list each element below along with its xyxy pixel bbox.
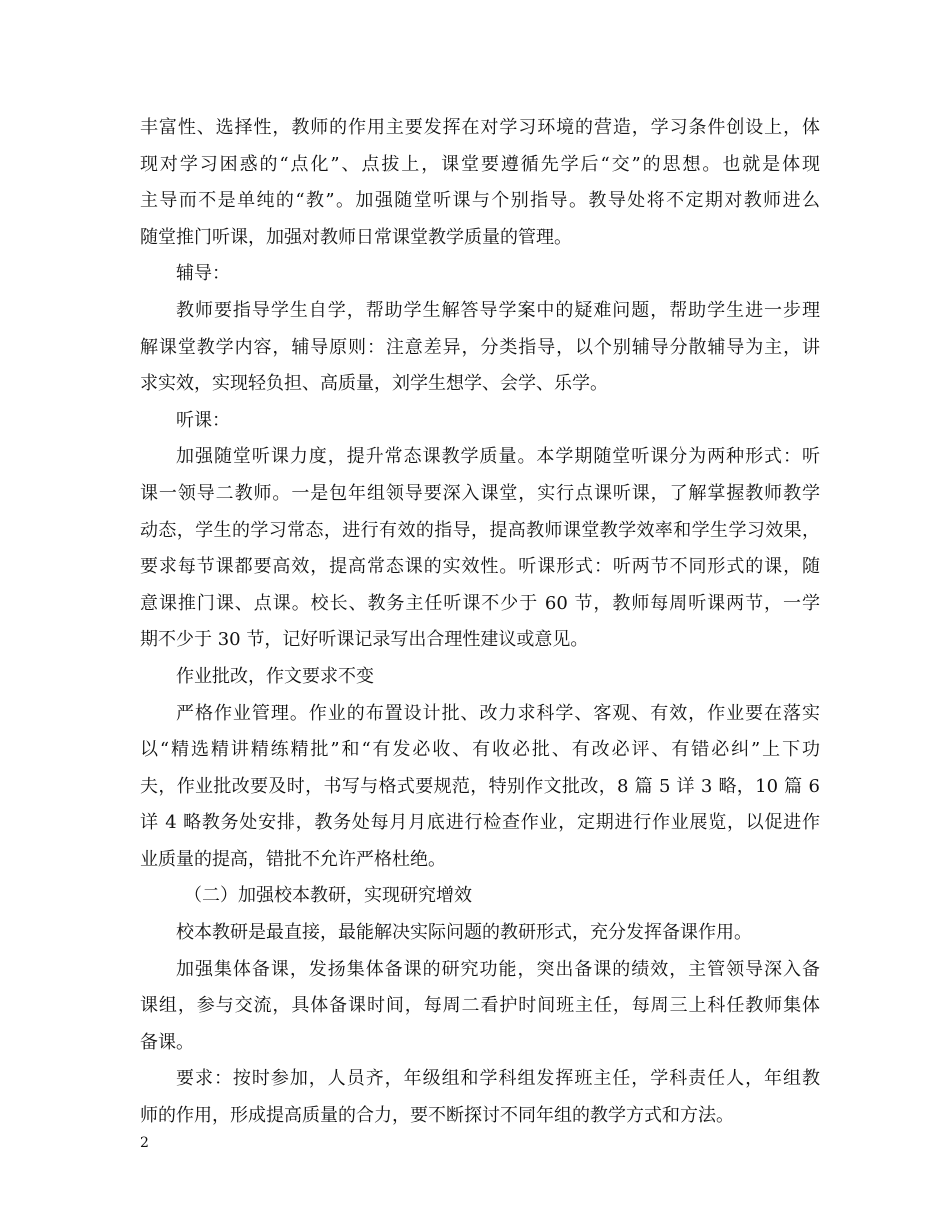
body-line: 要求：按时参加，人员齐，年级组和学科组发挥班主任，学科责任人，年组教: [176, 1068, 820, 1090]
body-line: 动态，学生的学习常态，进行有效的指导，提高教师课堂教学效率和学生学习效果，: [140, 519, 820, 541]
section-heading: （二）加强校本教研，实现研究增效: [184, 885, 472, 907]
section-heading: 作业批改，作文要求不变: [176, 665, 374, 687]
body-line: 课组，参与交流，具体备课时间，每周二看护时间班主任，每周三上科任教师集体: [140, 995, 820, 1017]
body-line: 备课。: [140, 1031, 194, 1053]
document-body: [140, 110, 820, 1135]
body-line: 加强集体备课，发扬集体备课的研究功能，突出备课的绩效，主管领导深入备: [176, 958, 820, 980]
body-line: 解课堂教学内容，辅导原则：注意差异，分类指导，以个别辅导分散辅导为主，讲: [140, 336, 820, 358]
section-heading: 辅导：: [176, 263, 230, 285]
body-line: 详 4 略教务处安排，教务处每月月底进行检查作业，定期进行作业展览，以促进作: [140, 812, 820, 834]
body-line: 随堂推门听课，加强对教师日常课堂教学质量的管理。: [140, 226, 572, 248]
body-line: 丰富性、选择性，教师的作用主要发挥在对学习环境的营造，学习条件创设上，体: [140, 117, 820, 138]
body-line: 加强随堂听课力度，提升常态课教学质量。本学期随堂听课分为两种形式：听: [176, 446, 820, 468]
body-line: 夫，作业批改要及时，书写与格式要规范，特别作文批改，8 篇 5 详 3 略，10 篇 6: [140, 775, 820, 797]
body-line: 业质量的提高，错批不允许严格杜绝。: [140, 848, 446, 870]
body-line: 严格作业管理。作业的布置设计批、改力求科学、客观、有效，作业要在落实: [176, 702, 820, 724]
body-line: 师的作用，形成提高质量的合力，要不断探讨不同年组的教学方式和方法。: [140, 1105, 734, 1127]
body-line: 现对学习困惑的“点化”、点拔上，课堂要遵循先学后“交”的思想。也就是体现: [140, 153, 820, 175]
body-line: 意课推门课、点课。校长、教务主任听课不少于 60 节，教师每周听课两节，一学: [140, 592, 820, 614]
section-heading: 听课：: [176, 409, 230, 431]
body-line: 要求每节课都要高效，提高常态课的实效性。听课形式：听两节不同形式的课，随: [140, 556, 820, 578]
body-line: 以“精选精讲精练精批”和“有发必收、有收必批、有改必评、有错必纠”上下功: [140, 739, 820, 761]
body-line: 校本教研是最直接，最能解决实际问题的教研形式，充分发挥备课作用。: [176, 922, 752, 944]
body-line: 课一领导二教师。一是包年组领导要深入课堂，实行点课听课，了解掌握教师教学: [140, 482, 820, 504]
page-number: 2: [140, 1135, 149, 1151]
body-line: 教师要指导学生自学，帮助学生解答导学案中的疑难问题，帮助学生进一步理: [176, 299, 820, 321]
body-line: 求实效，实现轻负担、高质量，刘学生想学、会学、乐学。: [140, 373, 608, 395]
body-line: 主导而不是单纯的“教”。加强随堂听课与个别指导。教导处将不定期对教师进么: [140, 190, 820, 212]
body-line: 期不少于 30 节，记好听课记录写出合理性建议或意见。: [140, 629, 589, 651]
